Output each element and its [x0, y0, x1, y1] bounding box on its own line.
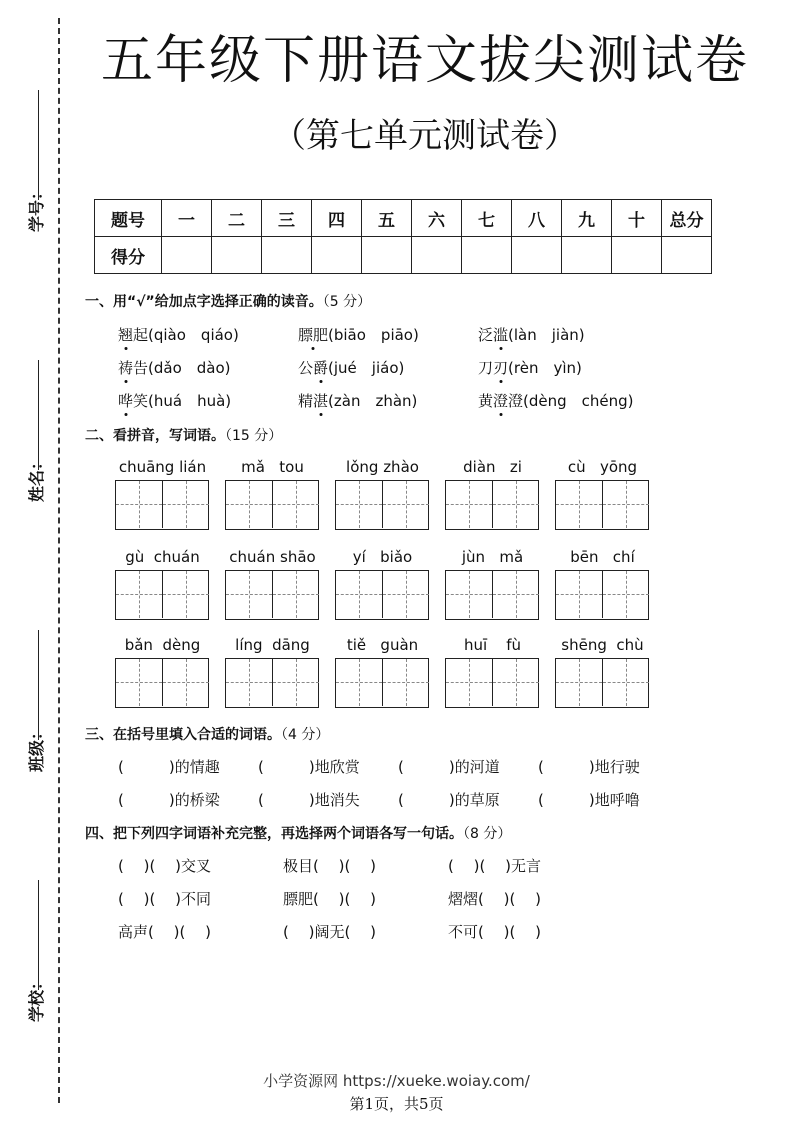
pronunciation-item[interactable]: 泛滥(làn jiàn) [478, 326, 585, 344]
section-1-title: 一、用“√”给加点字选择正确的读音。（5 分） [85, 294, 372, 310]
fill-in-blank-item[interactable]: ( )地行驶 [538, 758, 640, 776]
dotted-character: 澄 [493, 392, 509, 410]
score-input-cell[interactable] [312, 237, 362, 274]
score-input-cell[interactable] [512, 237, 562, 274]
pinyin-label: tiě guàn [346, 636, 419, 654]
score-header-cell: 七 [462, 200, 512, 237]
writing-grid-cell[interactable] [273, 571, 319, 618]
score-header-cell: 三 [262, 200, 312, 237]
pinyin-label: huī fù [463, 636, 522, 654]
writing-grid-cell[interactable] [226, 659, 273, 706]
dotted-character: 祷 [118, 359, 134, 377]
pinyin-label: mǎ tou [241, 458, 304, 476]
pronunciation-item[interactable]: 膘肥(biāo piāo) [298, 326, 419, 344]
idiom-completion-item[interactable]: ( )阔无( ) [283, 923, 376, 941]
writing-grid[interactable] [335, 480, 429, 530]
score-input-cell[interactable] [662, 237, 712, 274]
pronunciation-item[interactable]: 黄澄澄(dèng chéng) [478, 392, 634, 410]
pinyin-label: yí biǎo [352, 548, 413, 566]
section-3-title: 三、在括号里填入合适的词语。（4 分） [85, 727, 330, 743]
score-value-row [95, 237, 712, 274]
class-label: 班级： [27, 723, 46, 772]
idiom-completion-item[interactable]: 不可( )( ) [448, 923, 541, 941]
pronunciation-item[interactable]: 祷告(dǎo dào) [118, 359, 231, 377]
writing-grid-cell[interactable] [116, 659, 163, 706]
pinyin-label: líng dāng [235, 636, 310, 654]
writing-grid-cell[interactable] [226, 481, 273, 528]
section-2-title: 二、看拼音，写词语。（15 分） [85, 428, 283, 444]
student-number-label: 学号： [27, 183, 46, 232]
idiom-completion-item[interactable]: 高声( )( ) [118, 923, 211, 941]
idiom-completion-item[interactable]: 膘肥( )( ) [283, 890, 376, 908]
pinyin-label: jùn mǎ [461, 548, 524, 566]
pinyin-label: diàn zi [463, 458, 522, 476]
writing-grid-cell[interactable] [603, 571, 649, 618]
writing-grid[interactable] [225, 480, 319, 530]
score-input-cell[interactable] [362, 237, 412, 274]
score-header-row [95, 200, 712, 237]
student-number-field[interactable] [18, 90, 58, 230]
writing-grid[interactable] [115, 480, 209, 530]
pinyin-label: lǒng zhào [346, 458, 419, 476]
pinyin-label: shēng chù [561, 636, 644, 654]
score-input-cell[interactable] [162, 237, 212, 274]
fill-in-blank-item[interactable]: ( )地欣赏 [258, 758, 360, 776]
binding-margin-dashed-line [58, 18, 60, 1103]
writing-grid-cell[interactable] [446, 571, 493, 618]
pinyin-label: gù chuán [125, 548, 200, 566]
writing-grid-cell[interactable] [556, 571, 603, 618]
dotted-character: 湛 [313, 392, 329, 410]
writing-grid[interactable] [445, 658, 539, 708]
writing-grid-cell[interactable] [336, 571, 383, 618]
writing-grid-cell[interactable] [493, 481, 539, 528]
writing-grid-cell[interactable] [163, 659, 209, 706]
writing-grid-cell[interactable] [383, 571, 429, 618]
idiom-completion-item[interactable]: 熠熠( )( ) [448, 890, 541, 908]
school-label: 学校： [27, 973, 46, 1022]
section-4-title: 四、把下列四字词语补充完整，再选择两个词语各写一句话。（8 分） [85, 826, 512, 842]
score-input-cell[interactable] [462, 237, 512, 274]
score-header-cell: 二 [212, 200, 262, 237]
writing-grid-cell[interactable] [163, 571, 209, 618]
writing-grid-cell[interactable] [446, 481, 493, 528]
dotted-character: 哗 [118, 392, 134, 410]
writing-grid[interactable] [335, 658, 429, 708]
writing-grid[interactable] [555, 658, 649, 708]
writing-grid-cell[interactable] [603, 659, 649, 706]
writing-grid[interactable] [445, 480, 539, 530]
writing-grid-cell[interactable] [603, 481, 649, 528]
writing-grid-cell[interactable] [273, 659, 319, 706]
writing-grid-cell[interactable] [383, 659, 429, 706]
writing-grid[interactable] [555, 480, 649, 530]
score-header-cell: 总分 [662, 200, 712, 237]
score-header-cell: 八 [512, 200, 562, 237]
writing-grid-cell[interactable] [493, 659, 539, 706]
source-watermark: 小学资源网 https://xueke.woiay.com/ [263, 1072, 530, 1090]
writing-grid[interactable] [225, 658, 319, 708]
idiom-completion-item[interactable]: ( )( )交叉 [118, 857, 211, 875]
score-header-cell: 九 [562, 200, 612, 237]
score-input-cell[interactable] [612, 237, 662, 274]
fill-in-blank-item[interactable]: ( )的情趣 [118, 758, 220, 776]
pinyin-label: bēn chí [570, 548, 635, 566]
idiom-completion-item[interactable]: ( )( )无言 [448, 857, 541, 875]
pinyin-label: cù yōng [567, 458, 638, 476]
class-field[interactable] [18, 630, 58, 770]
name-label: 姓名： [27, 453, 46, 502]
dotted-character: 翘 [118, 326, 134, 344]
score-row-label: 得分 [95, 237, 162, 274]
score-input-cell[interactable] [212, 237, 262, 274]
writing-grid[interactable] [445, 570, 539, 620]
page-number: 第1页，共5页 [349, 1095, 444, 1113]
pronunciation-item[interactable]: 精湛(zàn zhàn) [298, 392, 418, 410]
score-header-cell: 题号 [95, 200, 162, 237]
score-header-cell: 十 [612, 200, 662, 237]
page-subtitle: （第七单元测试卷） [272, 116, 578, 156]
writing-grid-cell[interactable] [446, 659, 493, 706]
writing-grid[interactable] [225, 570, 319, 620]
name-field[interactable] [18, 360, 58, 500]
pronunciation-item[interactable]: 公爵(jué jiáo) [298, 359, 405, 377]
idiom-completion-item[interactable]: ( )( )不同 [118, 890, 211, 908]
writing-grid-cell[interactable] [273, 481, 319, 528]
writing-grid-cell[interactable] [383, 481, 429, 528]
fill-in-blank-item[interactable]: ( )的桥梁 [118, 791, 220, 809]
writing-grid-cell[interactable] [493, 571, 539, 618]
idiom-completion-item[interactable]: 极目( )( ) [283, 857, 376, 875]
writing-grid[interactable] [115, 570, 209, 620]
school-field[interactable] [18, 880, 58, 1020]
dotted-character: 滥 [493, 326, 509, 344]
pronunciation-item[interactable]: 翘起(qiào qiáo) [118, 326, 239, 344]
pronunciation-item[interactable]: 刀刃(rèn yìn) [478, 359, 582, 377]
writing-grid[interactable] [115, 658, 209, 708]
writing-grid-cell[interactable] [556, 481, 603, 528]
score-header-cell: 四 [312, 200, 362, 237]
pinyin-label: chuāng lián [118, 458, 207, 476]
score-header-cell: 六 [412, 200, 462, 237]
score-input-cell[interactable] [262, 237, 312, 274]
writing-grid[interactable] [555, 570, 649, 620]
score-header-cell: 一 [162, 200, 212, 237]
score-input-cell[interactable] [412, 237, 462, 274]
writing-grid-cell[interactable] [226, 571, 273, 618]
score-input-cell[interactable] [562, 237, 612, 274]
writing-grid-cell[interactable] [116, 571, 163, 618]
fill-in-blank-item[interactable]: ( )的河道 [398, 758, 500, 776]
pronunciation-item[interactable]: 哗笑(huá huà) [118, 392, 232, 410]
fill-in-blank-item[interactable]: ( )的草原 [398, 791, 500, 809]
score-table [94, 199, 712, 274]
score-header-cell: 五 [362, 200, 412, 237]
dotted-character: 爵 [313, 359, 329, 377]
writing-grid-cell[interactable] [556, 659, 603, 706]
writing-grid-cell[interactable] [336, 659, 383, 706]
writing-grid-cell[interactable] [163, 481, 209, 528]
writing-grid-cell[interactable] [336, 481, 383, 528]
writing-grid[interactable] [335, 570, 429, 620]
fill-in-blank-item[interactable]: ( )地消失 [258, 791, 360, 809]
page-title: 五年级下册语文拔尖测试卷 [100, 31, 749, 91]
fill-in-blank-item[interactable]: ( )地呼噜 [538, 791, 640, 809]
writing-grid-cell[interactable] [116, 481, 163, 528]
pinyin-label: chuán shāo [229, 548, 316, 566]
dotted-character: 刃 [493, 359, 509, 377]
pinyin-label: bǎn dèng [124, 636, 201, 654]
